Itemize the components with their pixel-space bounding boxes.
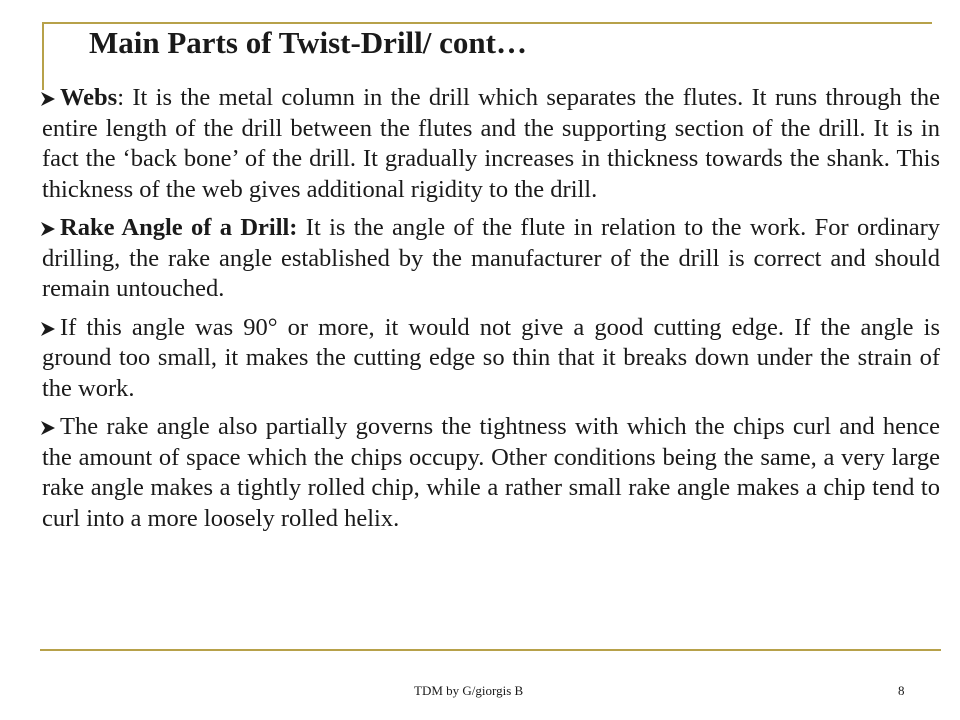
arrowhead-bullet-icon — [40, 221, 56, 237]
bullet-item-chip-curl — [42, 412, 940, 534]
bullet-term: Rake Angle of a Drill: — [60, 214, 298, 241]
bullet-text — [42, 213, 940, 305]
bullet-text — [42, 313, 940, 405]
bullet-body: The rake angle also partially governs the tightness with which the chips curl and hence the amount of space which the chips occupy. Other conditions being the same, a very large rake angle makes a tightly rolled chip, while a rather small rake angle makes a chip tend to curl into a more loosely rolled helix. — [42, 413, 940, 532]
bullet-item-webs — [42, 83, 940, 205]
bullet-text — [42, 83, 940, 205]
bullet-body: If this angle was 90° or more, it would not give a good cutting edge. If the angle is ground too small, it makes the cutting edge so thin that it breaks down under the strain of the work. — [42, 313, 940, 402]
bullet-term: Webs — [60, 84, 118, 111]
bullet-body: : It is the metal column in the drill which separates the flutes. It runs through the entire length of the drill between the flutes and the supporting section of the drill. It is in fact the ‘back bone’ of the drill. It gradually increases in thickness towards the shank. This thickness of the web gives additional rigidity to the drill. — [42, 84, 940, 203]
frame-bottom-line — [40, 649, 941, 651]
frame-left-line — [42, 22, 44, 90]
bullet-item-angle-90 — [42, 313, 940, 405]
arrowhead-bullet-icon — [40, 91, 56, 107]
arrowhead-bullet-icon — [40, 420, 56, 436]
footer-author: TDM by G/giorgis B — [414, 683, 524, 698]
slide-title: Main Parts of Twist-Drill/ cont… — [89, 25, 527, 60]
bullet-list — [42, 83, 940, 542]
arrowhead-bullet-icon — [40, 321, 56, 337]
bullet-item-rake-angle — [42, 213, 940, 305]
footer-page-number: 8 — [898, 683, 905, 698]
bullet-text — [42, 412, 940, 534]
bullet-body: It is the angle of the flute in relation to the work. For ordinary drilling, the rake angle established by the manufacturer of the drill is correct and should remain untouched. — [42, 214, 940, 302]
